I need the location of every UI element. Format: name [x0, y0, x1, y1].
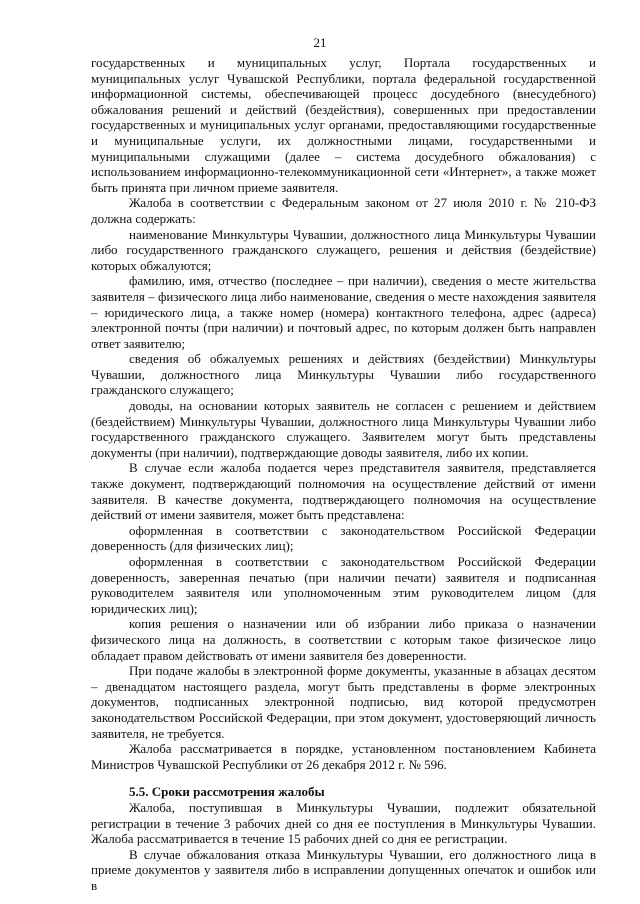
text-line: наименование Минкультуры Чувашии, должностного лица Минкультуры Чувашии [129, 226, 596, 242]
text-line: также документ, подтверждающий полномочия на осуществление действий от имени [91, 476, 596, 492]
text-line: должна содержать: [91, 210, 196, 226]
text-line: (бездействием) Минкультуры Чувашии, должностного лица Минкультуры Чувашии либо [91, 413, 596, 429]
text-line: Жалоба в соответствии с Федеральным законом от 27 июля 2010 г. № 210-ФЗ [129, 195, 596, 211]
section-spacer [91, 772, 596, 784]
text-line: – юридического лица, а также номер (номера) контактного телефона, адрес (адреса) [91, 304, 596, 320]
text-line: При подаче жалобы в электронной форме документы, указанные в абзацах десятом [129, 663, 596, 679]
text-line: Министров Чувашской Республики от 26 декабря 2012 г. № 596. [91, 756, 447, 772]
text-line: заявителя, не требуется. [91, 725, 225, 741]
text-line: оформленная в соответствии с законодательством Российской Федерации [129, 522, 596, 538]
text-line: документы (при наличии), подтверждающие доводы заявителя, либо их копии. [91, 444, 529, 460]
text-line: ответ заявителю; [91, 335, 186, 351]
section-heading: 5.5. Сроки рассмотрения жалобы [129, 784, 325, 800]
text-line: доводы, на основании которых заявитель не согласен с решением и действием [129, 398, 596, 414]
text-line: обжалования решений и действий (бездействия), совершенных при предоставлении [91, 101, 596, 117]
text-line: действий от имени заявителя, может быть представлена: [91, 507, 405, 523]
text-line: заявителя. В качестве документа, подтверждающего полномочия на осуществление [91, 491, 596, 507]
text-line: руководителем заявителя или уполномоченным этим руководителем лицом (для [91, 585, 596, 601]
text-line: регистрации в течение 3 рабочих дней со дня ее поступления в Минкультуры Чувашии. [91, 815, 596, 831]
text-line: государственных и муниципальных услуг, Портала государственных и [91, 55, 596, 70]
text-line: юридических лиц); [91, 600, 198, 616]
text-line: физического лица на должность, в соответствии с которым такое физическое лицо [91, 631, 596, 647]
text-line: фамилию, имя, отчество (последнее – при наличии), сведения о месте жительства [129, 273, 596, 289]
text-line: государственного гражданского служащего. Заявителем могут быть представлены [91, 429, 596, 445]
text-line: либо государственного гражданского служащего, решения и действия (бездействие) [91, 242, 596, 258]
text-line: копия решения о назначении или об избрании либо приказа о назначении [129, 616, 596, 632]
text-line: – двенадцатом настоящего раздела, могут быть представлены в форме электронных [91, 678, 596, 694]
text-line: Жалоба рассматривается в порядке, установленном постановлением Кабинета [129, 741, 596, 757]
text-line: приеме документов у заявителя либо в исправлении допущенных опечаток и ошибок или в [91, 862, 596, 893]
text-line: быть принята при личном приеме заявителя. [91, 179, 339, 195]
text-line: сведения об обжалуемых решениях и действиях (бездействии) Минкультуры [129, 351, 596, 367]
text-line: документов, подписанных электронной подписью, вид которой предусмотрен [91, 694, 596, 710]
text-line: обладает правом действовать от имени заявителя без доверенности. [91, 647, 467, 663]
text-line: муниципальных услуг Чувашской Республики, портала федеральной государственной [91, 70, 596, 86]
text-line: информационной системы, обеспечивающей процесс досудебного (внесудебного) [91, 86, 596, 102]
page-number: 21 [313, 35, 327, 50]
text-line: муниципальными служащими (далее – система досудебного обжалования) с [91, 148, 596, 164]
text-line: государственных и муниципальных услуг органами, предоставляющими государственные [91, 117, 596, 133]
document-body [91, 55, 596, 893]
text-line: В случае если жалоба подается через представителя заявителя, представляется [129, 460, 596, 476]
text-line: использованием информационно-телекоммуникационной сети «Интернет», а также может [91, 164, 596, 180]
text-line: и муниципальные услуги, их должностными лицами, государственными и [91, 132, 596, 148]
text-line: доверенность, заверенная печатью (при наличии печати) заявителя и подписанная [91, 569, 596, 585]
text-line: заявителя – физического лица либо наименование, сведения о месте нахождения заявителя [91, 288, 596, 304]
text-line: Жалоба рассматривается в течение 15 рабочих дней со дня ее регистрации. [91, 831, 508, 847]
text-line: электронной почты (при наличии) и почтовый адрес, по которым должен быть направлен [91, 320, 596, 336]
text-line: Чувашии, должностного лица Минкультуры Чувашии либо государственного [91, 366, 596, 382]
text-line: гражданского служащего; [91, 382, 234, 398]
text-line: оформленная в соответствии с законодательством Российской Федерации [129, 554, 596, 569]
text-line: В случае обжалования отказа Минкультуры Чувашии, его должностного лица в [129, 846, 596, 862]
text-line: Жалоба, поступившая в Минкультуры Чувашии, подлежит обязательной [129, 799, 596, 815]
text-line: которых обжалуются; [91, 257, 212, 273]
text-line: доверенность (для физических лиц); [91, 538, 294, 554]
text-line: законодательством Российской Федерации, при этом документ, удостоверяющий личность [91, 709, 596, 725]
